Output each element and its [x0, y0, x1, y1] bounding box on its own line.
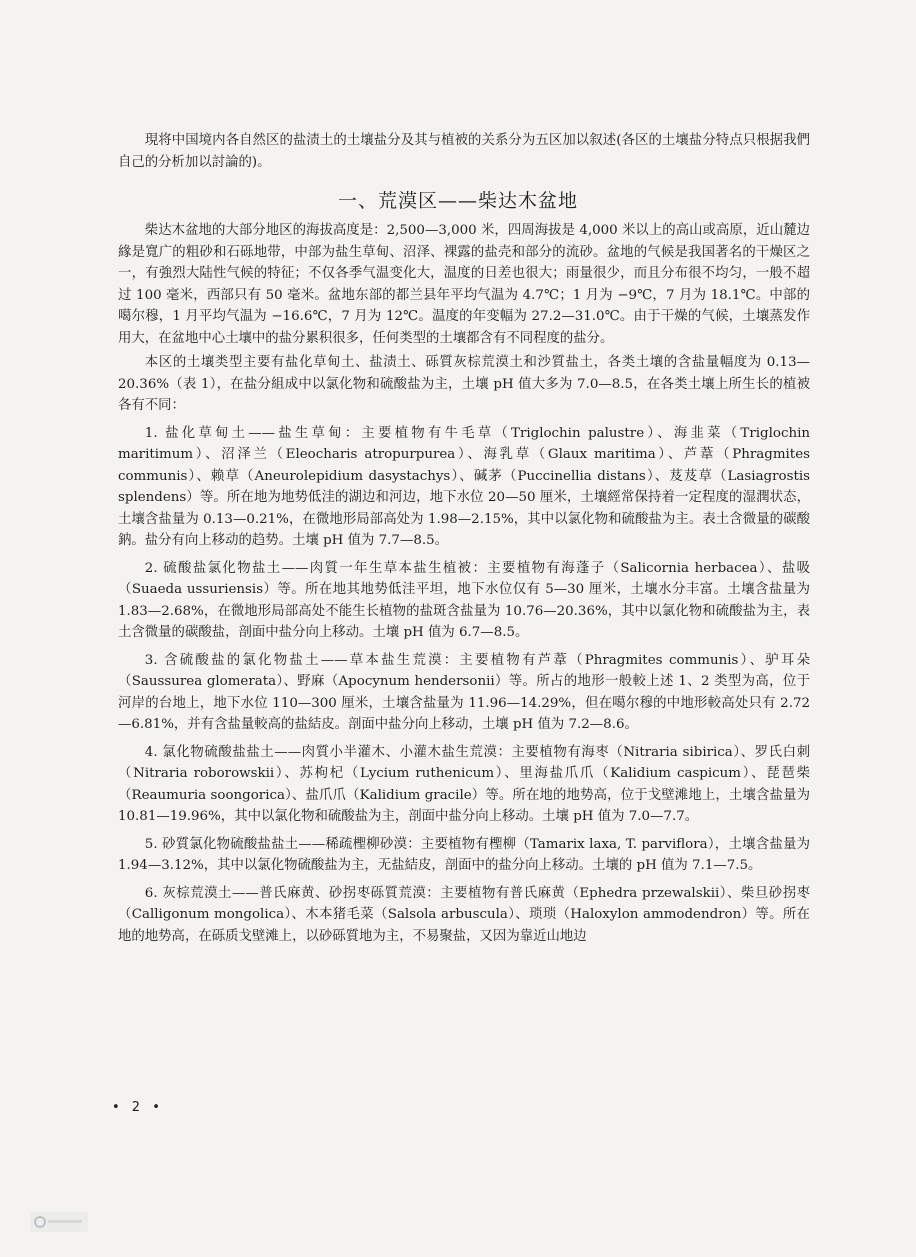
list-item-6: 6. 灰棕荒漠土——普氏麻黄、砂拐枣砾質荒漠：主要植物有普氏麻黄（Ephedra przewalskii）、柴旦砂拐枣（Calligonum mongolica）、木本猪毛菜（Salsola arbuscula）、琐琐（Haloxylon ammodendron）等。所在地的地势高，在砾质戈壁滩上，以砂砾質地为主，不易聚盐，又因为靠近山地边 — [118, 885, 810, 944]
intro-paragraph: 現将中国境内各自然区的盐渍土的土壤盐分及其与植被的关系分为五区加以叙述(各区的土壤盐分特点只根据我們自己的分析加以討論的)。 — [118, 133, 810, 170]
paragraph-climate: 柴达木盆地的大部分地区的海拔高度是：2,500—3,000 米，四周海拔是 4,000 米以上的高山或高原，近山麓边緣是寬广的粗砂和石砾地带，中部为盐生草甸、沼泽、裸露的盐壳和部分的流砂。盆地的气候是我国著名的干燥区之一，有強烈大陆性气候的特征；不仅各季气温变化大，温度的日差也很大；雨量很少，而且分布很不均匀，一般不超过 100 毫米，西部只有 50 毫米。盆地东部的都兰县年平均气温为 4.7℃；1 月为 −9℃，7 月为 18.1℃。中部的噶尔穆，1 月平均气温为 −16.6℃，7 月为 12℃。温度的年变幅为 27.2—31.0℃。由于干燥的气候，土壤蒸发作用大，在盆地中心土壤中的盐分累积很多，任何类型的土壤都含有不同程度的盐分。 — [118, 223, 810, 346]
section-heading: 一、荒漠区——柴达木盆地 — [337, 190, 578, 212]
paragraph-soil-types: 本区的土壤类型主要有盐化草甸土、盐渍土、砾質灰棕荒漠土和沙質盐土，各类土壤的含盐量幅度为 0.13—20.36%（表 1），在盐分組成中以氯化物和硫酸盐为主，土壤 pH 值大多为 7.0—8.5，在各类土壤上所生长的植被各有不同： — [118, 355, 810, 413]
list-item-1: 1. 盐化草甸土——盐生草甸：主要植物有牛毛草（Triglochin palustre）、海韭菜（Triglochin maritimum）、沼泽兰（Eleocharis atropurpurea）、海乳草（Glaux maritima）、芦葦（Phragmites communis）、赖草（Aneurolepidium dasystachys）、碱茅（Puccinellia distans）、芨芨草（Lasiagrostis splendens）等。所在地为地势低洼的湖边和河边，地下水位 20—50 厘米，土壤經常保持着一定程度的湿潤状态，土壤含盐量为 0.13—0.21%，在微地形局部高处为 1.98—2.15%，其中以氯化物和硫酸盐为主。表土含微量的碳酸鈉。盐分有向上移动的趋势。土壤 pH 值为 7.7—8.5。 — [118, 425, 810, 548]
list-item-4: 4. 氯化物硫酸盐盐土——肉質小半灌木、小灌木盐生荒漠：主要植物有海枣（Nitraria sibirica）、罗氏白刺（Nitraria roborowskii）、苏枸杞（Lycium ruthenicum）、里海盐爪爪（Kalidium caspicum）、琵琶柴（Reaumuria soongorica）、盐爪爪（Kalidium gracile）等。所在地的地势高，位于戈壁滩地上，土壤含盐量为 10.81—19.96%，其中以氯化物和硫酸盐为主，剖面中盐分向上移动。土壤 pH 值为 7.0—7.7。 — [118, 744, 810, 824]
section-body — [118, 220, 810, 950]
page-number: • 2 • — [112, 1100, 164, 1115]
list-item-2: 2. 硫酸盐氯化物盐土——肉質一年生草本盐生植被：主要植物有海蓬子（Salicornia herbacea）、盐吸（Suaeda ussuriensis）等。所在地其地势低洼平坦，地下水位仅有 5—30 厘米，土壤水分丰富。土壤含盐量为 1.83—2.68%，在微地形局部高处不能生长植物的盐斑含盐量为 10.76—20.36%，其中以氯化物和硫酸盐为主，表土含微量的碳酸盐，剖面中盐分向上移动。土壤 pH 值为 6.7—8.5。 — [118, 560, 810, 640]
intro-text — [118, 130, 810, 173]
publisher-logo-icon — [30, 1212, 88, 1232]
list-item-5: 5. 砂質氯化物硫酸盐盐土——稀疏檉柳砂漠：主要植物有檉柳（Tamarix laxa, T. parviflora），土壤含盐量为 1.94—3.12%，其中以氯化物硫酸盐为主，无盐結皮，剖面中的盐分向上移动。土壤的 pH 值为 7.1—7.5。 — [118, 836, 810, 873]
list-item-3: 3. 含硫酸盐的氯化物盐土——草本盐生荒漠：主要植物有芦葦（Phragmites communis）、驴耳朵（Saussurea glomerata）、野麻（Apocynum hendersonii）等。所占的地形一般較上述 1、2 类型为高，位于河岸的台地上，地下水位 110—300 厘米，土壤含盐量为 11.96—14.29%，但在噶尔穆的中地形較高处只有 2.72—6.81%，并有含盐量較高的盐結皮。剖面中盐分向上移动，土壤 pH 值为 7.2—8.6。 — [118, 652, 810, 732]
